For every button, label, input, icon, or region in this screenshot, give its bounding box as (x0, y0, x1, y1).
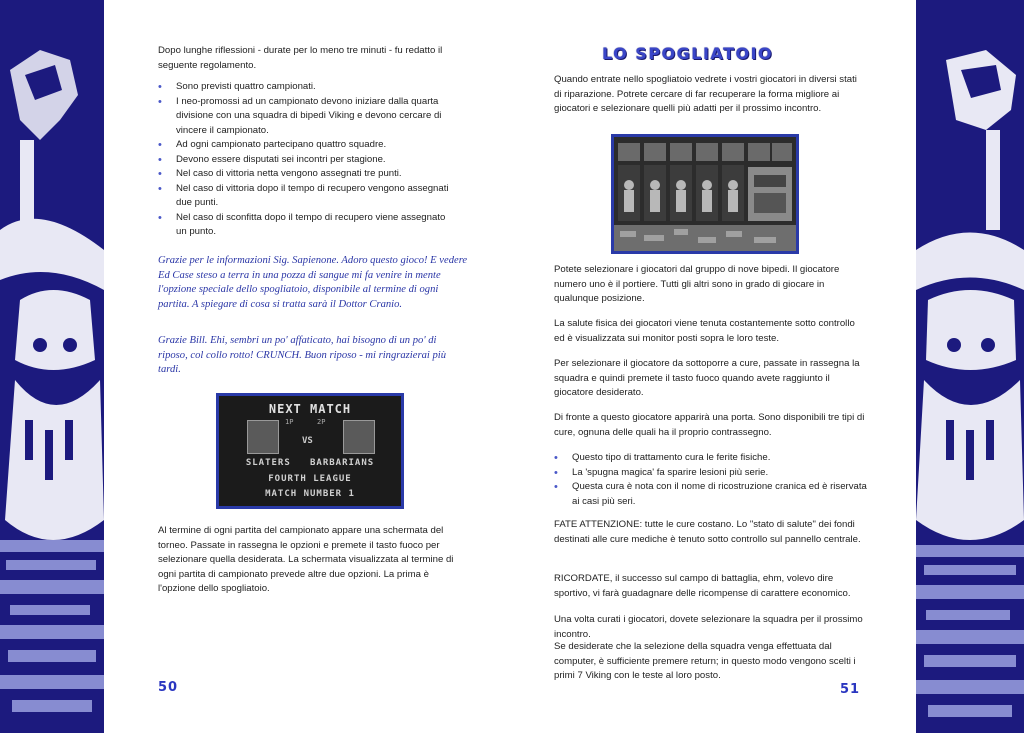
league-label: FOURTH LEAGUE (268, 474, 352, 484)
page-number-right: 51 (840, 682, 861, 697)
next-match-screenshot (216, 393, 404, 509)
list-item: • Nel caso di vittoria dopo il tempo di recupero vengono assegnati due punti. (158, 182, 450, 211)
paragraph-7: RICORDATE, il successo sul campo di battaglia, ehm, volevo dire sportivo, vi farà guadagnare delle ricompense di carattere economico. (554, 573, 851, 599)
left-page (104, 0, 504, 733)
vs-label: VS (302, 436, 313, 446)
list-item: • Nel caso di sconfitta dopo il tempo di recupero viene assegnato un punto. (158, 211, 450, 240)
intro-text: Dopo lunghe riflessioni - durate per lo meno tre minuti - fu redatto il seguente regolamento. (158, 45, 443, 71)
paragraph-3: La salute fisica dei giocatori viene tenuta costantemente sotto controllo ed è visualizzata sui monitor posti sopra le loro teste. (554, 318, 855, 344)
teams-label: SLATERS BARBARIANS (245, 458, 375, 468)
page-number-left: 50 (158, 680, 179, 695)
list-item: • Sono previsti quattro campionati. (158, 80, 450, 95)
score-right: 2P (317, 418, 326, 426)
rules-list (158, 80, 450, 240)
viking-artwork-right (916, 0, 1024, 733)
player-portrait-right (343, 420, 375, 454)
cures-list (554, 451, 870, 509)
left-decorative-border (0, 0, 104, 733)
list-item: • Questo tipo di trattamento cura le ferite fisiche. (554, 451, 870, 466)
locker-room-screenshot (611, 134, 799, 254)
player-portrait-left (247, 420, 279, 454)
list-item: • I neo-promossi ad un campionato devono iniziare dalla quarta divisione con una squadra di bipedi Viking e devono cercare di vincere il campionato. (158, 95, 450, 139)
score-left: 1P (285, 418, 294, 426)
paragraph-2: Potete selezionare i giocatori dal gruppo di nove bipedi. Il giocatore numero uno è il portiere. Tutti gli altri sono in grado di giocare in qualunque posizione. (554, 264, 840, 304)
paragraph-1: Quando entrate nello spogliatoio vedrete i vostri giocatori in diversi stati di riparazione. Potrete cercare di far recuperare la forma migliore ai giocatori e selezionare quelli più adatti per il prossimo incontro. (554, 74, 857, 114)
right-page (510, 0, 916, 733)
list-item: • Devono essere disputati sei incontri per stagione. (158, 153, 450, 168)
closing-text: Al termine di ogni partita del campionato appare una schermata del torneo. Passate in rassegna le opzioni e premete il tasto fuoco per selezionare quella desiderata. La schermata visualizzata al termine di ogni partita di campionato prevede altre due opzioni. La prima è l'opzione dello spogliatoio. (158, 525, 454, 594)
match-number-label: MATCH NUMBER 1 (265, 489, 355, 499)
list-item: • La 'spugna magica' fa sparire lesioni più serie. (554, 466, 870, 481)
paragraph-9: Se desiderate che la selezione della squadra venga effettuata dal computer, è sufficiente premere return; in questo modo vengono scelti i primi 7 Viking con le teste al loro posto. (554, 641, 856, 681)
paragraph-6: FATE ATTENZIONE: tutte le cure costano. Lo "stato di salute" dei fondi destinati alle cure mediche è tenuto sotto controllo sul pannello centrale. (554, 519, 861, 545)
list-item: • Nel caso di vittoria netta vengono assegnati tre punti. (158, 167, 450, 182)
paragraph-4: Per selezionare il giocatore da sottoporre a cure, passate in rassegna la squadra e quindi premete il tasto fuoco quando avete raggiunto il giocatore desiderato. (554, 358, 860, 398)
list-item: • Questa cura è nota con il nome di ricostruzione cranica ed è riservata ai casi più seri. (554, 480, 870, 509)
section-title: LO SPOGLIATOIO (602, 44, 774, 63)
viking-artwork-left (0, 0, 104, 733)
quote-bill: Grazie per le informazioni Sig. Sapienone. Adoro questo gioco! E vedere Ed Case steso a terra in una pozza di sangue mi fa venire in mente l'opzione speciale dello spogliatoio, disponibile al termine di ogni partita. A spiegare di cosa si tratta sarà il Dottor Cranio. (158, 255, 468, 310)
list-item: • Ad ogni campionato partecipano quattro squadre. (158, 138, 450, 153)
screen-title: NEXT MATCH (268, 402, 352, 416)
locker-room-scene (614, 137, 796, 251)
paragraph-5: Di fronte a questo giocatore apparirà una porta. Sono disponibili tre tipi di cure, ognuna delle quali ha il proprio contrassegno. (554, 412, 865, 438)
paragraph-8: Una volta curati i giocatori, dovete selezionare la squadra per il prossimo incontro. (554, 614, 863, 640)
right-decorative-border (916, 0, 1024, 733)
quote-cranio: Grazie Bill. Ehi, sembri un po' affaticato, hai bisogno di un po' di riposo, col collo rotto! CRUNCH. Buon riposo - mi ringrazierai più tardi. (158, 335, 447, 375)
